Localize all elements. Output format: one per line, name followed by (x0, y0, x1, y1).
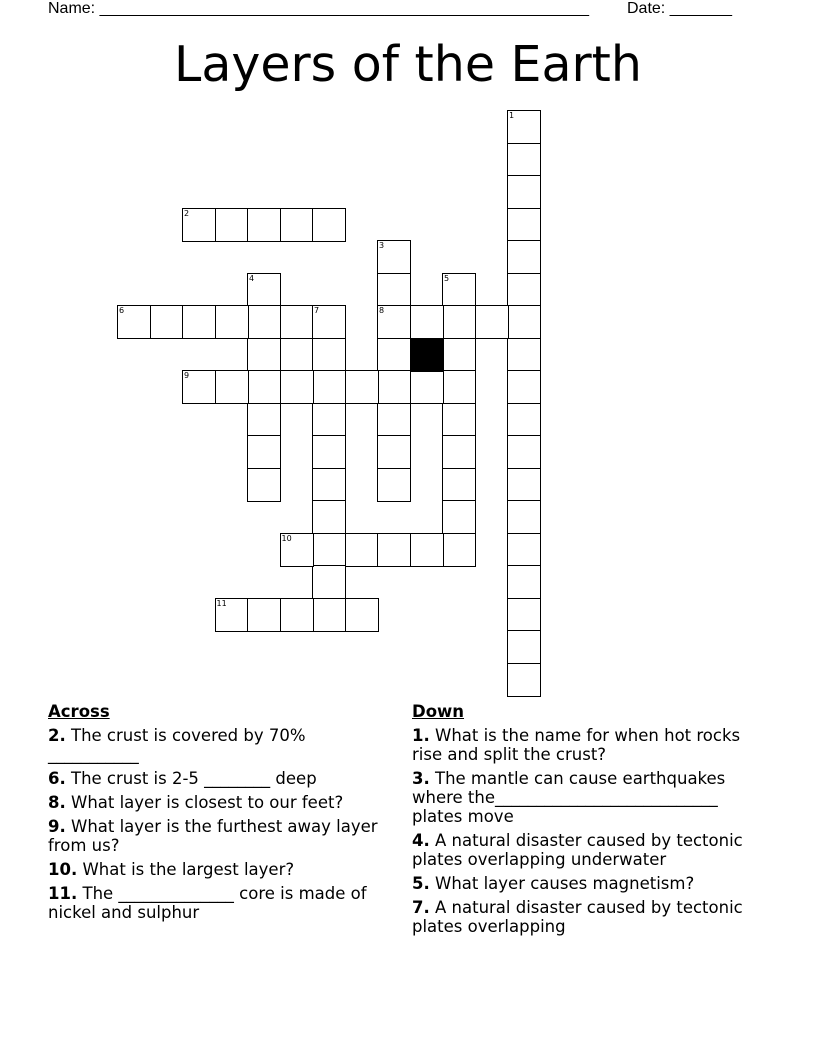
crossword-cell[interactable] (507, 143, 541, 177)
crossword-cell[interactable] (442, 500, 476, 534)
crossword-cell[interactable] (312, 500, 346, 534)
crossword-cell[interactable] (247, 468, 281, 502)
crossword-cell[interactable] (312, 403, 346, 437)
clue-number: 2. (48, 726, 66, 745)
crossword-cell[interactable] (442, 338, 476, 372)
down-heading: Down (412, 702, 465, 721)
clue-number: 8. (48, 793, 66, 812)
crossword-cell[interactable] (377, 435, 411, 469)
crossword-cell[interactable] (377, 370, 411, 404)
crossword-cell[interactable] (377, 468, 411, 502)
cell-number: 6 (119, 306, 125, 315)
cell-number: 7 (314, 306, 320, 315)
crossword-black-cell (410, 338, 444, 372)
cell-number: 3 (379, 241, 385, 250)
crossword-cell[interactable] (410, 533, 444, 567)
crossword-cell[interactable] (280, 305, 314, 339)
clue-down-1 (412, 726, 772, 764)
crossword-cell[interactable] (442, 305, 476, 339)
crossword-cell[interactable] (215, 305, 249, 339)
clue-number: 9. (48, 817, 66, 836)
clue-number: 10. (48, 860, 78, 879)
crossword-cell[interactable] (507, 305, 541, 339)
crossword-cell[interactable] (507, 500, 541, 534)
crossword-cell[interactable] (312, 565, 346, 599)
crossword-cell[interactable] (507, 533, 541, 567)
crossword-cell[interactable] (247, 403, 281, 437)
clue-text: What layer causes magnetism? (435, 874, 695, 893)
clue-number: 3. (412, 769, 430, 788)
clue-number: 6. (48, 769, 66, 788)
crossword-cell[interactable] (215, 370, 249, 404)
crossword-cell[interactable] (442, 435, 476, 469)
crossword-cell[interactable] (377, 273, 411, 307)
clue-across-2 (48, 726, 388, 764)
clue-text: What layer is the furthest away layer from us? (48, 817, 378, 855)
clue-number: 5. (412, 874, 430, 893)
crossword-cell[interactable] (442, 403, 476, 437)
crossword-cell[interactable] (345, 370, 379, 404)
crossword-cell[interactable] (377, 338, 411, 372)
clue-text: What is the name for when hot rocks rise and split the crust? (412, 726, 741, 764)
crossword-cell[interactable] (117, 305, 151, 339)
across-heading: Across (48, 702, 110, 721)
crossword-cell[interactable] (247, 305, 281, 339)
crossword-cell[interactable] (507, 435, 541, 469)
crossword-cell[interactable] (442, 273, 476, 307)
cell-number: 2 (184, 208, 190, 218)
crossword-cell[interactable] (280, 208, 314, 242)
crossword-cell[interactable] (280, 533, 314, 567)
clue-text: What is the largest layer? (82, 860, 295, 879)
clue-text: The mantle can cause earthquakes where the___________________________ plates move (412, 769, 726, 826)
name-field[interactable]: Name: _______________________________________________________ (48, 0, 589, 17)
crossword-cell[interactable] (507, 370, 541, 404)
crossword-cell[interactable] (507, 630, 541, 664)
crossword-cell[interactable] (377, 305, 411, 339)
clue-number: 11. (48, 884, 78, 903)
clue-down-7 (412, 898, 772, 936)
cell-number: 4 (249, 273, 255, 283)
crossword-cell[interactable] (312, 598, 346, 632)
crossword-cell[interactable] (150, 305, 184, 339)
crossword-cell[interactable] (247, 208, 281, 242)
crossword-cell[interactable] (312, 208, 346, 242)
crossword-cell[interactable] (507, 338, 541, 372)
crossword-cell[interactable] (182, 370, 216, 404)
crossword-cell[interactable] (442, 533, 476, 567)
crossword-cell[interactable] (280, 598, 314, 632)
crossword-cell[interactable] (247, 370, 281, 404)
clue-across-11 (48, 884, 388, 922)
cell-number: 8 (379, 306, 385, 315)
crossword-cell[interactable] (442, 370, 476, 404)
crossword-cell[interactable] (507, 240, 541, 274)
crossword-cell[interactable] (312, 305, 346, 339)
cell-number: 5 (444, 273, 450, 283)
clue-text: What layer is closest to our feet? (71, 793, 344, 812)
cell-number: 9 (184, 371, 190, 380)
across-clues (48, 702, 388, 927)
clue-text: A natural disaster caused by tectonic plates overlapping (412, 898, 743, 936)
crossword-cell[interactable] (312, 533, 346, 567)
clue-text: The ______________ core is made of nickel and sulphur (48, 884, 367, 922)
crossword-cell[interactable] (247, 435, 281, 469)
cell-number: 11 (216, 598, 227, 608)
crossword-cell[interactable] (247, 273, 281, 307)
clue-text: The crust is covered by 70% ___________ (48, 726, 306, 764)
crossword-cell[interactable] (312, 338, 346, 372)
clue-down-3 (412, 769, 772, 826)
clue-number: 7. (412, 898, 430, 917)
crossword-cell[interactable] (247, 598, 281, 632)
clue-across-6 (48, 769, 388, 788)
cell-number: 10 (281, 533, 292, 543)
clue-down-4 (412, 831, 772, 869)
clue-text: A natural disaster caused by tectonic plates overlapping underwater (412, 831, 743, 869)
down-clues (412, 702, 772, 941)
clue-across-8 (48, 793, 388, 812)
cell-number: 1 (509, 111, 515, 120)
crossword-cell[interactable] (312, 468, 346, 502)
crossword-cell[interactable] (507, 110, 541, 144)
crossword-cell[interactable] (280, 370, 314, 404)
crossword-cell[interactable] (377, 240, 411, 274)
clue-number: 4. (412, 831, 430, 850)
crossword-cell[interactable] (475, 305, 509, 339)
crossword-cell[interactable] (312, 435, 346, 469)
clue-text: The crust is 2-5 ________ deep (71, 769, 317, 788)
crossword-cell[interactable] (507, 403, 541, 437)
crossword-cell[interactable] (345, 598, 379, 632)
crossword-cell[interactable] (215, 598, 249, 632)
clue-number: 1. (412, 726, 430, 745)
crossword-cell[interactable] (507, 598, 541, 632)
crossword-cell[interactable] (312, 370, 346, 404)
crossword-cell[interactable] (507, 175, 541, 209)
crossword-cell[interactable] (507, 468, 541, 502)
crossword-cell[interactable] (215, 208, 249, 242)
page-title: Layers of the Earth (174, 36, 642, 93)
crossword-cell[interactable] (247, 338, 281, 372)
crossword-cell[interactable] (507, 663, 541, 697)
crossword-cell[interactable] (182, 305, 216, 339)
crossword-cell[interactable] (410, 305, 444, 339)
clue-across-10 (48, 860, 388, 879)
crossword-cell[interactable] (507, 208, 541, 242)
crossword-cell[interactable] (182, 208, 216, 242)
crossword-cell[interactable] (345, 533, 379, 567)
clue-across-9 (48, 817, 388, 855)
crossword-cell[interactable] (377, 533, 411, 567)
crossword-cell[interactable] (507, 565, 541, 599)
crossword-cell[interactable] (410, 370, 444, 404)
crossword-cell[interactable] (377, 403, 411, 437)
date-field[interactable]: Date: _______ (627, 0, 732, 17)
crossword-cell[interactable] (442, 468, 476, 502)
crossword-cell[interactable] (507, 273, 541, 307)
clue-down-5 (412, 874, 772, 893)
